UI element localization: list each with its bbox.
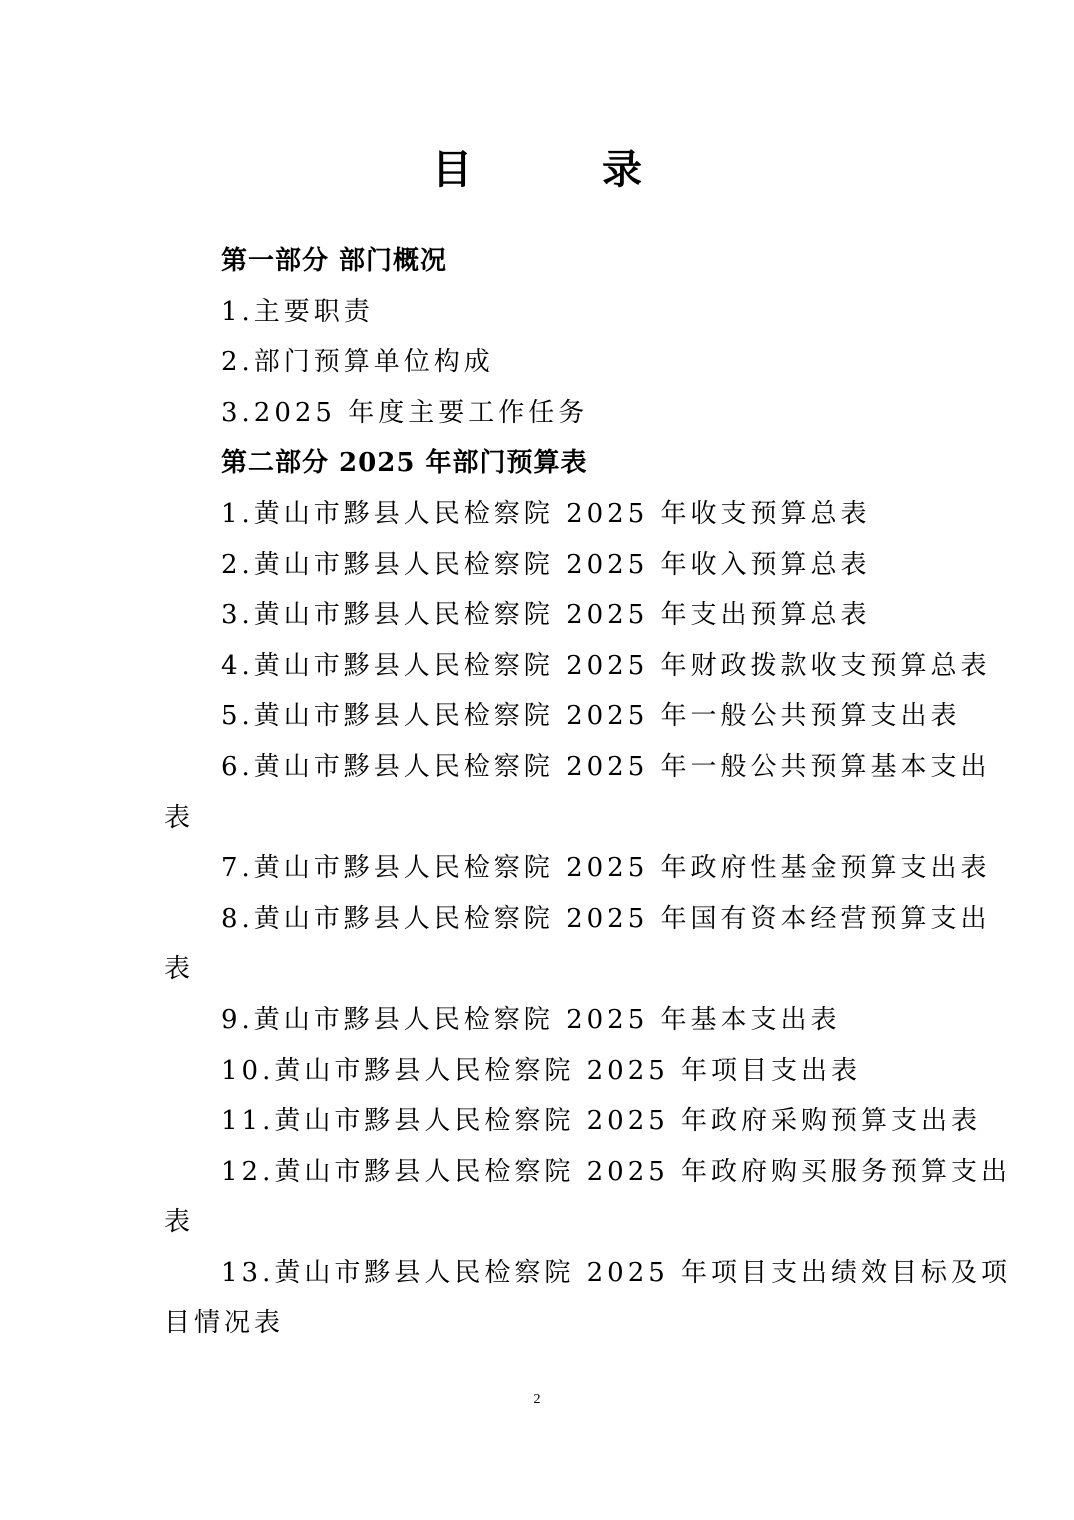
toc-item: 2.黄山市黟县人民检察院 2025 年收入预算总表 [221, 549, 871, 580]
toc-item: 13.黄山市黟县人民检察院 2025 年项目支出绩效目标及项 [221, 1257, 1012, 1288]
toc-item: 10.黄山市黟县人民检察院 2025 年项目支出表 [221, 1055, 862, 1086]
toc-item-continuation: 表 [164, 954, 195, 985]
toc-item: 3.黄山市黟县人民检察院 2025 年支出预算总表 [221, 600, 871, 631]
toc-item-continuation: 表 [164, 802, 195, 833]
toc-item: 12.黄山市黟县人民检察院 2025 年政府购买服务预算支出 [221, 1156, 1012, 1187]
toc-item: 1.主要职责 [221, 296, 374, 327]
toc-item: 4.黄山市黟县人民检察院 2025 年财政拨款收支预算总表 [221, 650, 991, 681]
toc-item: 1.黄山市黟县人民检察院 2025 年收支预算总表 [221, 498, 871, 529]
section-heading-part2: 第二部分 2025 年部门预算表 [221, 448, 588, 479]
toc-item: 8.黄山市黟县人民检察院 2025 年国有资本经营预算支出 [221, 903, 991, 934]
page-number: 2 [533, 1392, 541, 1407]
toc-item: 2.部门预算单位构成 [221, 347, 494, 378]
toc-item-continuation: 目情况表 [164, 1308, 285, 1339]
toc-item-continuation: 表 [164, 1207, 195, 1238]
toc-item: 7.黄山市黟县人民检察院 2025 年政府性基金预算支出表 [221, 853, 991, 884]
toc-item: 5.黄山市黟县人民检察院 2025 年一般公共预算支出表 [221, 701, 961, 732]
section-heading-part1: 第一部分 部门概况 [221, 246, 448, 276]
toc-item: 11.黄山市黟县人民检察院 2025 年政府采购预算支出表 [221, 1106, 982, 1137]
page-title: 目 录 [432, 146, 700, 193]
toc-item: 3.2025 年度主要工作任务 [221, 397, 589, 428]
table-of-contents [164, 236, 1012, 1349]
toc-item: 9.黄山市黟县人民检察院 2025 年基本支出表 [221, 1004, 841, 1035]
toc-item: 6.黄山市黟县人民检察院 2025 年一般公共预算基本支出 [221, 751, 991, 782]
